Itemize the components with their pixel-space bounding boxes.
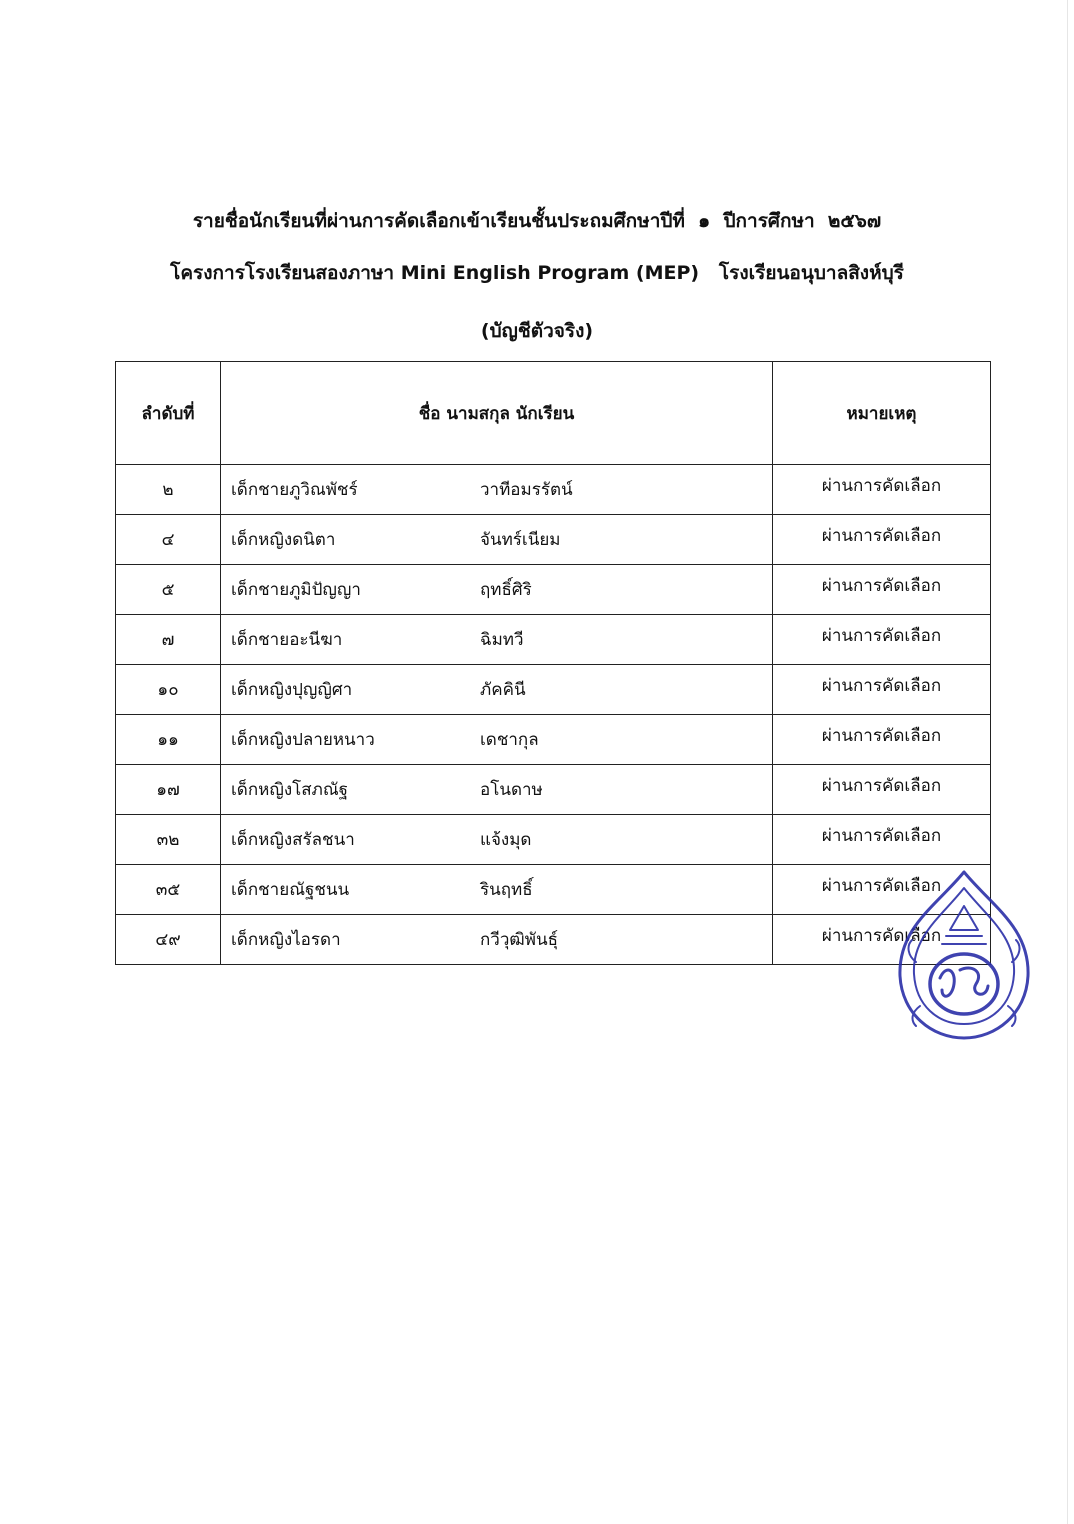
student-last-name: รินฤทธิ์ — [480, 880, 533, 900]
row-remark: ผ่านการคัดเลือก — [821, 676, 942, 696]
table-row — [116, 465, 991, 515]
row-number: ๕ — [116, 565, 221, 615]
row-number: ๗ — [116, 615, 221, 665]
document-title: รายชื่อนักเรียนที่ผ่านการคัดเลือกเข้าเรียนชั้นประถมศึกษาปีที่ ๑ ปีการศึกษา ๒๕๖๗ — [192, 210, 882, 232]
table-header-row — [116, 362, 991, 465]
row-remark: ผ่านการคัดเลือก — [821, 926, 942, 946]
row-remark: ผ่านการคัดเลือก — [821, 876, 942, 896]
header-remark: หมายเหตุ — [773, 362, 991, 465]
student-last-name: วาทีอมรรัตน์ — [480, 480, 573, 500]
row-number: ๔๙ — [116, 915, 221, 965]
row-remark: ผ่านการคัดเลือก — [821, 726, 942, 746]
student-last-name: ฤทธิ์ศิริ — [480, 580, 532, 600]
row-remark: ผ่านการคัดเลือก — [821, 526, 942, 546]
list-type-label: (บัญชีตัวจริง) — [480, 320, 594, 342]
student-last-name: ภัคคินี — [480, 680, 526, 700]
header-number: ลำดับที่ — [116, 362, 221, 465]
student-last-name: ฉิมทวี — [480, 630, 524, 650]
row-number: ๑๐ — [116, 665, 221, 715]
table-row — [116, 815, 991, 865]
table-row — [116, 515, 991, 565]
student-first-name: เด็กชายภูมิปัญญา — [231, 580, 361, 600]
student-first-name: เด็กชายณัฐชนน — [231, 880, 350, 900]
student-first-name: เด็กหญิงดนิตา — [231, 530, 336, 550]
student-last-name: แจ้งมุด — [480, 830, 532, 850]
table-row — [116, 615, 991, 665]
row-remark: ผ่านการคัดเลือก — [821, 476, 942, 496]
row-remark: ผ่านการคัดเลือก — [821, 576, 942, 596]
student-first-name: เด็กชายอะนีฆา — [231, 630, 343, 650]
row-number: ๑๗ — [116, 765, 221, 815]
seal-emblem-icon — [900, 872, 1028, 1038]
table-row — [116, 765, 991, 815]
row-remark: ผ่านการคัดเลือก — [821, 826, 942, 846]
student-last-name: เดชากุล — [480, 730, 539, 750]
student-first-name: เด็กหญิงไอรดา — [231, 930, 341, 950]
school-seal-stamp — [876, 866, 1052, 1096]
student-first-name: เด็กหญิงปลายหนาว — [231, 730, 375, 750]
student-table — [115, 361, 991, 965]
table-row — [116, 915, 991, 965]
row-number: ๓๕ — [116, 865, 221, 915]
table-row — [116, 565, 991, 615]
row-number: ๔ — [116, 515, 221, 565]
student-first-name: เด็กชายภูวิณพัชร์ — [231, 480, 358, 500]
student-last-name: จันทร์เนียม — [480, 530, 561, 550]
student-first-name: เด็กหญิงสรัลชนา — [231, 830, 355, 850]
row-number: ๑๑ — [116, 715, 221, 765]
document-subtitle: โครงการโรงเรียนสองภาษา Mini English Program (MEP) โรงเรียนอนุบาลสิงห์บุรี — [170, 262, 904, 284]
student-first-name: เด็กหญิงโสภณัฐ — [231, 780, 348, 800]
table-row — [116, 865, 991, 915]
row-number: ๒ — [116, 465, 221, 515]
header-name: ชื่อ นามสกุล นักเรียน — [221, 362, 773, 465]
row-remark: ผ่านการคัดเลือก — [821, 626, 942, 646]
student-first-name: เด็กหญิงปุญญิศา — [231, 680, 353, 700]
table-row — [116, 715, 991, 765]
row-number: ๓๒ — [116, 815, 221, 865]
student-last-name: อโนดาษ — [480, 780, 543, 800]
student-last-name: กวีวุฒิพันธุ์ — [480, 930, 558, 950]
table-row — [116, 665, 991, 715]
row-remark: ผ่านการคัดเลือก — [821, 776, 942, 796]
